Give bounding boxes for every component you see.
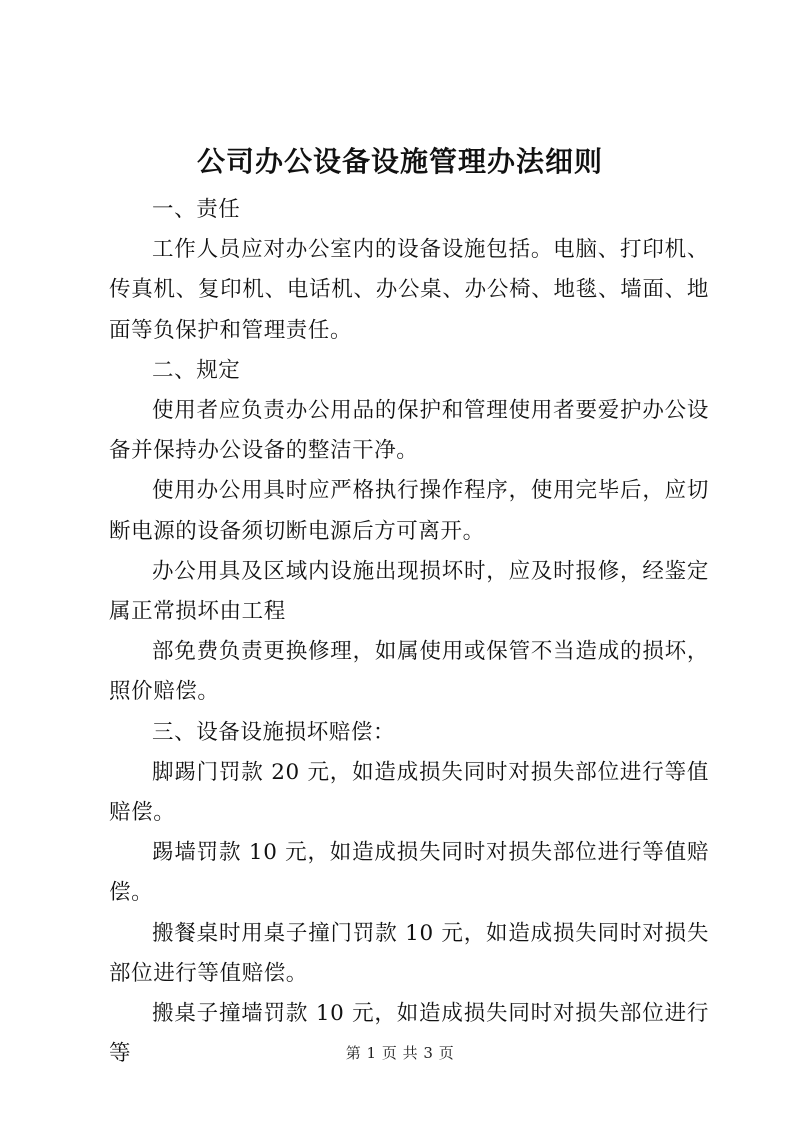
paragraph: 办公用具及区域内设施出现损坏时，应及时报修，经鉴定属正常损坏由工程: [109, 558, 709, 625]
paragraph: 使用办公用具时应严格执行操作程序，使用完毕后，应切断电源的设备须切断电源后方可离开。: [109, 478, 709, 544]
paragraph: 搬桌子撞墙罚款 10 元，如造成损失同时对损失部位进行等: [109, 1001, 709, 1067]
paragraph: 踢墙罚款 10 元，如造成损失同时对损失部位进行等值赔偿。: [109, 840, 709, 906]
page-number: 第 1 页 共 3 页: [345, 1044, 455, 1062]
paragraph: 部免费负责更换修理，如属使用或保管不当造成的损坏，照价赔偿。: [109, 639, 709, 705]
paragraph: 脚踢门罚款 20 元，如造成损失同时对损失部位进行等值赔偿。: [109, 759, 709, 826]
paragraph: 搬餐桌时用桌子撞门罚款 10 元，如造成损失同时对损失部位进行等值赔偿。: [109, 920, 709, 986]
paragraph: 使用者应负责办公用品的保护和管理使用者要爱护办公设备并保持办公设备的整洁干净。: [109, 398, 709, 464]
section-heading-compensation: 三、设备设施损坏赔偿：: [152, 719, 396, 745]
section-heading-responsibility: 一、责任: [152, 197, 241, 222]
paragraph: 工作人员应对办公室内的设备设施包括。电脑、打印机、传真机、复印机、电话机、办公桌、办公椅、地毯、墙面、地面等负保护和管理责任。: [109, 237, 709, 343]
section-heading-regulations: 二、规定: [152, 357, 241, 383]
document-body: [109, 190, 709, 1074]
page-title: 公司办公设备设施管理办法细则: [196, 145, 603, 178]
